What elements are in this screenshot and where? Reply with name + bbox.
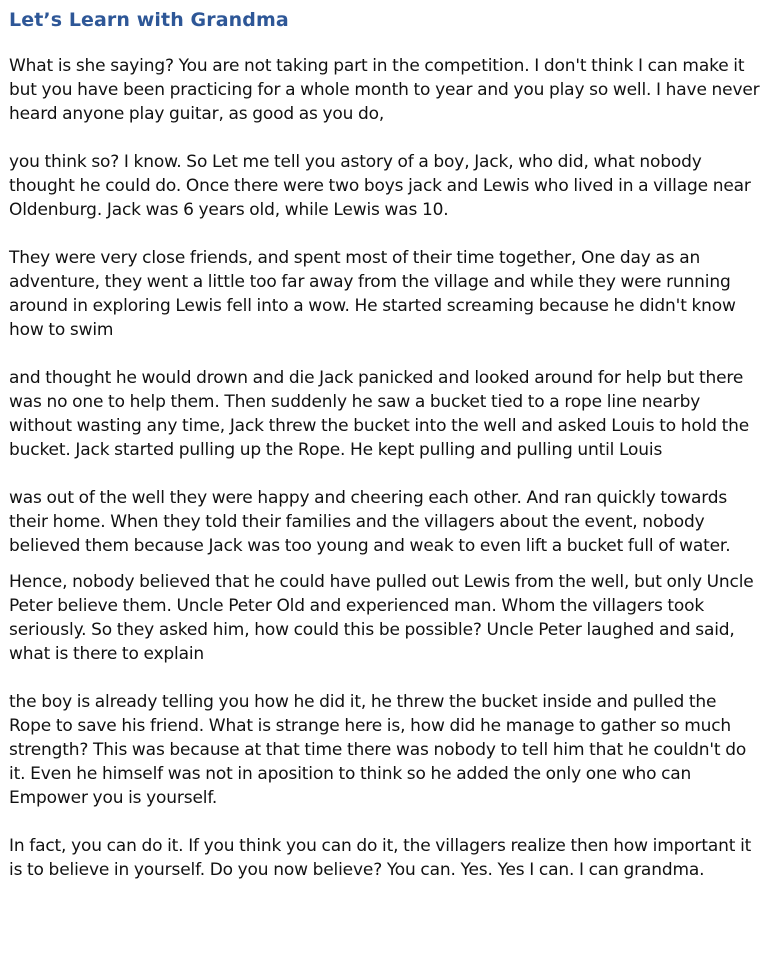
paragraph-3: They were very close friends, and spent most of their time together, One day as an adventure, they went a little too far away from the village and while they were running around in exploring Lewis fell into a wow. He started screaming because he didn't know how to swim (9, 248, 736, 340)
paragraph-5: was out of the well they were happy and cheering each other. And ran quickly towards their home. When they told their families and the villagers about the event, nobody believed them because Jack was too young and weak to even lift a bucket full of water. (9, 488, 731, 556)
paragraph-6: Hence, nobody believed that he could have pulled out Lewis from the well, but only Uncle Peter believe them. Uncle Peter Old and experienced man. Whom the villagers took seriously. So they asked him, how could this be possible? Uncle Peter laughed and said, what is there to explain (9, 572, 754, 664)
page-title: Let’s Learn with Grandma (9, 9, 289, 31)
paragraph-2: you think so? I know. So Let me tell you astory of a boy, Jack, who did, what nobody thought he could do. Once there were two boys jack and Lewis who lived in a village near Oldenburg. Jack was 6 years old, while Lewis was 10. (9, 152, 751, 220)
story-body (9, 54, 761, 882)
paragraph-1: What is she saying? You are not taking part in the competition. I don't think I can make it but you have been practicing for a whole month to year and you play so well. I have never heard anyone play guitar, as good as you do, (9, 56, 760, 124)
paragraph-8: In fact, you can do it. If you think you can do it, the villagers realize then how important it is to believe in yourself. Do you now believe? You can. Yes. Yes I can. I can grandma. (9, 836, 752, 880)
paragraph-7: the boy is already telling you how he did it, he threw the bucket inside and pulled the Rope to save his friend. What is strange here is, how did he manage to gather so much strength? This was because at that time there was nobody to tell him that he couldn't do it. Even he himself was not in aposition to think so he added the only one who can Empower you is yourself. (9, 692, 747, 808)
paragraph-4: and thought he would drown and die Jack panicked and looked around for help but there was no one to help them. Then suddenly he saw a bucket tied to a rope line nearby without wasting any time, Jack threw the bucket into the well and asked Louis to hold the bucket. Jack started pulling up the Rope. He kept pulling and pulling until Louis (9, 368, 750, 460)
